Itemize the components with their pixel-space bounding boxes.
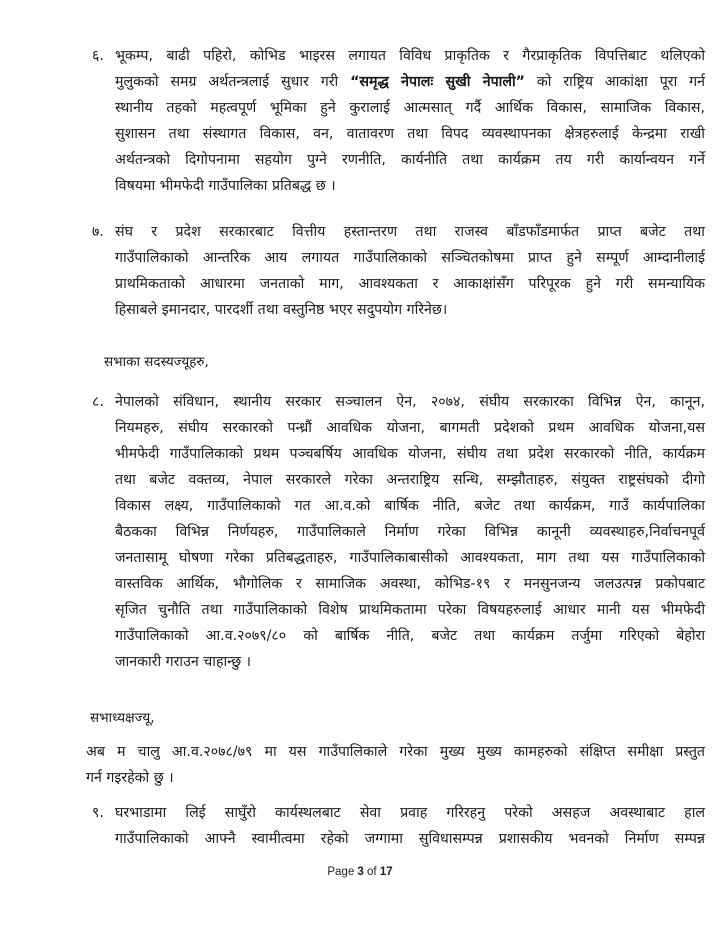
paragraph-line: जानकारी गराउन चाहान्छु । — [115, 654, 252, 670]
paragraph-line: विषयमा भीमफेदी गाउँपालिका प्रतिबद्ध छ । — [115, 178, 336, 194]
slogan-bold: “समृद्ध नेपालः सुखी नेपाली” — [350, 74, 525, 90]
item-number: ६. — [92, 48, 104, 64]
text-segment: मुलुकको समग्र अर्थतन्त्रलाई सुधार गरी — [115, 74, 351, 90]
item-number: ७. — [92, 224, 104, 240]
paragraph-line: गाउँपालिकाको आफ्नै स्वामीत्वमा रहेको जग्गामा सुविधासम्पन्न प्रशासकीय भवनको निर्माण सम्पन्न — [115, 831, 705, 847]
paragraph-line: बैठकका विभिन्न निर्णयहरु, गाउँपालिकाले निर्माण गरेका विभिन्न कानूनी व्यवस्थाहरु,निर्वाचनपूर्व — [115, 524, 705, 540]
of-label: of — [367, 866, 377, 878]
item-number: ८. — [92, 394, 104, 410]
paragraph-line: वास्तविक आर्थिक, भौगोलिक र सामाजिक अवस्था, कोभिड-१९ र मनसुनजन्य जलउत्पन्न प्रकोपबाट — [115, 576, 705, 592]
salutation-members: सभाका सदस्यज्यूहरु, — [104, 354, 209, 370]
paragraph-line: हिसाबले इमानदार, पारदर्शी तथा वस्तुनिष्ठ भएर सदुपयोग गरिनेछ। — [115, 302, 448, 318]
text-segment: को राष्ट्रिय आकांक्षा पूरा गर्न — [524, 74, 706, 90]
paragraph-line: सृजित चुनौति तथा गाउँपालिकाको विशेष प्राथमिकतामा परेका विषयहरुलाई आधार मानी यस भीमफेदी — [115, 602, 705, 618]
paragraph-line: सुशासन तथा संस्थागत विकास, वन, वातावरण तथा विपद व्यवस्थापनका क्षेत्रहरुलाई केन्द्रमा राखी — [115, 126, 705, 142]
paragraph-line: भूकम्प, बाढी पहिरो, कोभिड भाइरस लगायत विविध प्राकृतिक र गैरप्राकृतिक विपत्तिबाट थलिएको — [115, 48, 705, 64]
page-footer — [0, 866, 720, 878]
paragraph-line: नियमहरु, संघीय सरकारको पन्ध्रौं आवधिक योजना, बागमती प्रदेशको प्रथम आवधिक योजना,यस — [115, 420, 705, 436]
paragraph-line: विकास लक्ष्य, गाउँपालिकाको गत आ.व.को बार्षिक नीति, बजेट तथा कार्यक्रम, गाउँ कार्यपालिका — [115, 498, 705, 514]
paragraph-line: तथा बजेट वक्तव्य, नेपाल सरकारले गरेका अन्तराष्ट्रिय सन्धि, सम्झौताहरु, संयुक्त राष्ट्रसंघको दीगो — [115, 472, 705, 488]
paragraph-line: नेपालको संविधान, स्थानीय सरकार सञ्चालन ऐन, २०७४, संघीय सरकारका विभिन्न ऐन, कानून, — [115, 394, 705, 410]
current-page-number: 3 — [357, 866, 364, 878]
paragraph-line: गाउँपालिकाको आन्तरिक आय लगायत गाउँपालिकाको सञ्चितकोषमा प्राप्त हुने सम्पूर्ण आम्दानीलाई — [115, 250, 705, 266]
paragraph-line: प्राथमिकताको आधारमा जनताको माग, आवश्यकता र आकाक्षांसँग परिपूरक हुने गरी समन्यायिक — [115, 276, 705, 292]
paragraph-line: अर्थतन्त्रको दिगोपनामा सहयोग पुग्ने रणनीति, कार्यनीति तथा कार्यक्रम तय गरी कार्यान्वयन गर्ने — [115, 152, 705, 168]
paragraph-line: अब म चालु आ.व.२०७८/७९ मा यस गाउँपालिकाले गरेका मुख्य मुख्य कामहरुको संक्षिप्त समीक्षा प्रस्तुत — [86, 744, 705, 760]
paragraph-line: जनतासामू घोषणा गरेका प्रतिबद्धताहरु, गाउँपालिकाबासीको आवश्यकता, माग तथा यस गाउँपालिकाको — [115, 550, 705, 566]
salutation-chair: सभाध्यक्षज्यू, — [90, 710, 155, 726]
paragraph-line: स्थानीय तहको महत्वपूर्ण भूमिका हुने कुरालाई आत्मसात् गर्दै आर्थिक विकास, सामाजिक विकास, — [115, 100, 705, 116]
paragraph-line — [115, 72, 705, 92]
page-label: Page — [327, 866, 355, 878]
paragraph-line: गाउँपालिकाको आ.व.२०७९/८० को बार्षिक नीति, बजेट तथा कार्यक्रम तर्जुमा गरिएको बेहोरा — [115, 628, 705, 644]
paragraph-line: भीमफेदी गाउँपालिकाको प्रथम पञ्चबर्षिय आवधिक योजना, संघीय तथा प्रदेश सरकारको नीति, कार्यक्रम — [115, 446, 705, 462]
paragraph-line: गर्न गइरहेको छु । — [86, 770, 174, 786]
paragraph-line: संघ र प्रदेश सरकारबाट वित्तीय हस्तान्तरण तथा राजस्व बाँडफाँडमार्फत प्राप्त बजेट तथा — [115, 224, 705, 240]
item-number: ९. — [92, 805, 104, 821]
total-pages-number: 17 — [379, 866, 393, 878]
paragraph-line: घरभाडामा लिई साघुँरो कार्यस्थलबाट सेवा प्रवाह गरिरहनु परेको असहज अवस्थाबाट हाल — [115, 805, 705, 821]
